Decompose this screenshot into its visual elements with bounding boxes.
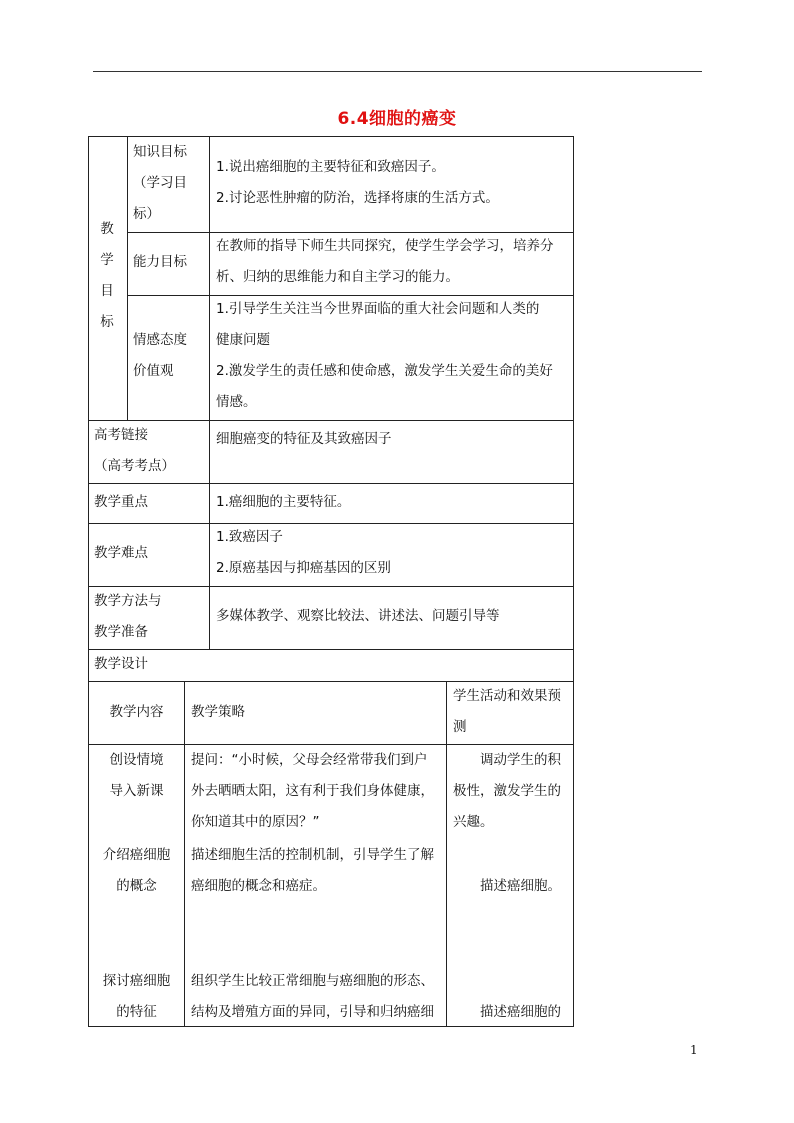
activity-line: 描述癌细胞。 (480, 878, 561, 894)
content-line: 2.激发学生的责任感和使命感，激发学生关爱生命的美好 (216, 363, 553, 379)
difficulties-content (216, 522, 391, 584)
content-line: 1.致癌因子 (216, 529, 283, 545)
knowledge-goal-content (216, 152, 499, 214)
row-divider (88, 649, 574, 650)
label-line: （高考考点） (94, 458, 175, 474)
exam-link-label (94, 420, 175, 482)
page-number: 1 (690, 1043, 698, 1057)
activity-line: 调动学生的积 (480, 752, 561, 768)
emotion-goal-content (216, 294, 553, 418)
design-row-content (89, 840, 184, 902)
label-line: 教学方法与 (94, 593, 162, 609)
design-row-content (89, 966, 184, 1028)
design-row-content (89, 745, 184, 807)
design-row-activity (453, 745, 561, 838)
design-row-strategy (191, 840, 434, 902)
col-divider (184, 681, 185, 1027)
content-line: 析、归纳的思维能力和自主学习的能力。 (216, 269, 459, 285)
label-line: 情感态度 (133, 332, 187, 348)
knowledge-goal-label (133, 137, 187, 230)
design-row-activity (480, 997, 561, 1028)
content-line: 1.引导学生关注当今世界面临的重大社会问题和人类的 (216, 301, 540, 317)
content-line: 情感。 (216, 394, 257, 410)
row-divider (88, 483, 574, 484)
key-points-content: 1.癌细胞的主要特征。 (216, 494, 351, 510)
activity-line: 兴趣。 (453, 814, 494, 830)
label-line: 标） (133, 206, 160, 222)
objectives-section-label (95, 214, 119, 338)
key-points-label: 教学重点 (94, 494, 148, 510)
strategy-line: 组织学生比较正常细胞与癌细胞的形态、 (191, 973, 434, 989)
content-line: 探讨癌细胞 (102, 973, 171, 989)
col-divider (209, 136, 210, 649)
label-line: 教学准备 (94, 624, 148, 640)
label-char: 教 (100, 221, 114, 237)
design-row-activity (480, 871, 561, 902)
content-line: 的概念 (116, 878, 157, 894)
col-divider (127, 136, 128, 421)
exam-link-content: 细胞癌变的特征及其致癌因子 (216, 431, 392, 447)
label-line: （学习目 (133, 175, 187, 191)
strategy-line: 描述细胞生活的控制机制，引导学生了解 (191, 847, 434, 863)
header-strategy: 教学策略 (191, 704, 245, 720)
header-content: 教学内容 (109, 704, 164, 720)
col-divider (446, 681, 447, 1027)
label-line: 高考链接 (94, 427, 148, 443)
methods-label (94, 586, 162, 648)
ability-goal-content (216, 231, 554, 293)
methods-content: 多媒体教学、观察比较法、讲述法、问题引导等 (216, 608, 500, 624)
design-label: 教学设计 (94, 656, 148, 672)
table-border-right (573, 136, 574, 1027)
strategy-line: 你知道其中的原因？” (191, 814, 320, 830)
label-line: 价值观 (133, 363, 174, 379)
label-line: 知识目标 (133, 144, 187, 160)
activity-line: 描述癌细胞的 (480, 1004, 561, 1020)
emotion-goal-label (133, 325, 187, 387)
content-line: 2.讨论恶性肿瘤的防治，选择将康的生活方式。 (216, 190, 499, 206)
ability-goal-label: 能力目标 (133, 254, 187, 270)
label-char: 学 (100, 252, 114, 268)
design-row-strategy (191, 745, 434, 838)
content-line: 的特征 (116, 1004, 157, 1020)
strategy-line: 结构及增殖方面的异同，引导和归纳癌细 (191, 1004, 434, 1020)
activity-line: 极性，激发学生的 (453, 783, 561, 799)
header-line: 学生活动和效果预 (453, 688, 561, 704)
content-line: 1.说出癌细胞的主要特征和致癌因子。 (216, 159, 445, 175)
content-line: 创设情境 (109, 752, 164, 768)
design-row-strategy (191, 966, 434, 1028)
header-activity (453, 681, 561, 743)
header-line: 测 (453, 719, 467, 735)
strategy-line: 外去晒晒太阳，这有利于我们身体健康， (191, 783, 434, 799)
content-line: 2.原癌基因与抑癌基因的区别 (216, 560, 391, 576)
content-line: 在教师的指导下师生共同探究，使学生学会学习，培养分 (216, 238, 554, 254)
label-char: 标 (100, 314, 114, 330)
content-line: 介绍癌细胞 (102, 847, 171, 863)
difficulties-label: 教学难点 (94, 545, 148, 561)
strategy-line: 提问：“小时候，父母会经常带我们到户 (191, 752, 428, 768)
content-line: 导入新课 (109, 783, 164, 799)
page-title: 6.4细胞的癌变 (337, 109, 457, 129)
content-line: 健康问题 (216, 332, 270, 348)
strategy-line: 癌细胞的概念和癌症。 (191, 878, 326, 894)
label-char: 目 (100, 283, 114, 299)
